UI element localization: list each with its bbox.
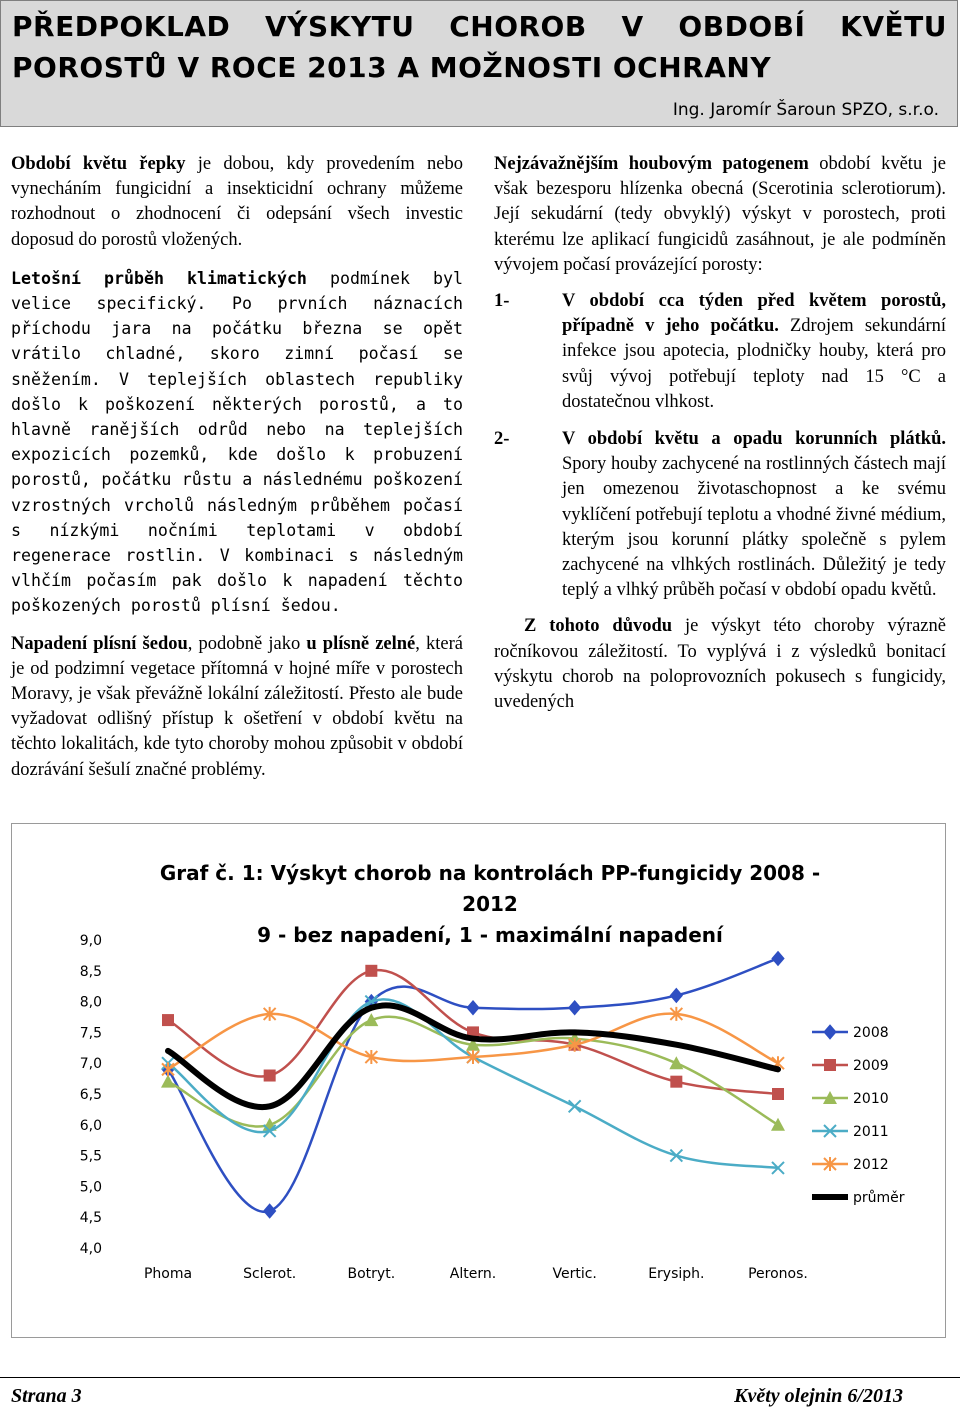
data-point-2009: [772, 1088, 784, 1100]
list-number: 1-: [494, 291, 510, 312]
x-tick-label: Sclerot.: [243, 1266, 297, 1282]
chart-title: Graf č. 1: Výskyt chorob na kontrolách PP-fungicidy 2008 - 2012: [159, 861, 821, 916]
data-point-2008: [670, 988, 682, 1002]
author-byline: Ing. Jaromír Šaroun SPZO, s.r.o.: [672, 100, 939, 120]
lead-bold: Nejzávažnějším houbovým patogenem: [494, 154, 809, 174]
list-item-bold: V období cca týden před květem porostů, případně v jeho počátku.: [562, 291, 946, 337]
legend-marker-2008: [824, 1025, 836, 1039]
paragraph-text: je výskyt této choroby výrazně ročníkovou záležitostí. To vyplývá i z výsledků bonitací výskytu chorob na poloprovozních pokusech s fungicidy, uvedených: [494, 616, 946, 713]
lead-bold: Letošní průběh klimatických: [11, 268, 307, 288]
page-footer: [0, 1377, 960, 1410]
x-tick-label: Altern.: [449, 1266, 497, 1282]
data-point-2009: [162, 1014, 174, 1026]
x-tick-label: Erysiph.: [648, 1266, 705, 1282]
x-tick-label: Peronos.: [748, 1266, 808, 1282]
y-tick-label: 8,0: [79, 994, 102, 1011]
article-title-line-2: POROSTŮ V ROCE 2013 A MOŽNOSTI OCHRANY: [12, 51, 772, 84]
y-tick-label: 4,5: [79, 1210, 102, 1227]
data-point-2011: [569, 1100, 581, 1112]
article-title-line-1: PŘEDPOKLAD VÝSKYTU CHOROB V OBDOBÍ KVĚTU: [12, 10, 947, 43]
data-point-2008: [467, 1001, 479, 1015]
paragraph-text: , podobně jako: [187, 633, 307, 654]
series-line-2008: [168, 958, 778, 1211]
legend-label: 2008: [853, 1025, 889, 1041]
y-tick-label: 5,5: [79, 1148, 102, 1165]
list-number: 2-: [494, 429, 510, 450]
chart-subtitle: 9 - bez napadení, 1 - maximální napadení: [257, 923, 723, 947]
y-tick-label: 9,0: [79, 933, 102, 949]
paragraph-text: , která je od podzimní vegetace přítomná v hojné míře v porostech Moravy, je však převážně lokální záležitostí. Přesto ale bude vyžadovat odlišný přístup k ošetření v období květu na těchto lokalitách, kde tyto choroby mohou způsobit v období dozrávání šešulí značné problémy.: [11, 633, 463, 780]
legend-label: 2012: [853, 1157, 889, 1173]
lead-bold: Z tohoto důvodu: [524, 616, 673, 637]
legend-label: 2009: [853, 1058, 889, 1074]
x-tick-label: Phoma: [143, 1266, 193, 1282]
y-tick-label: 6,0: [79, 1117, 102, 1134]
paragraph-text: podmínek byl velice specifický. Po prvních náznacích příchodu jara na počátku března se opět vrátilo chladné, skoro zimní počasí se sněžením. V teplejších oblastech republiky došlo k poškození některých porostů, a to hlavně ranějších odrůd nebo na teplejších expozicích pozemků, kde došlo k probuzení porostů, počátku růstu a následnému poškození vzrostných vrcholů následným průběhem počasí s nízkými nočními teplotami v období regenerace rostlin. V kombinaci s následným vlhčím počasím pak došlo k napadení těchto poškozených porostů plísní šedou.: [11, 268, 463, 616]
y-tick-label: 7,0: [79, 1056, 102, 1073]
data-point-2009: [264, 1070, 276, 1082]
legend-label: průměr: [853, 1190, 905, 1206]
list-item-bold: V období květu a opadu korunních plátků.: [562, 429, 946, 450]
paragraph-text: období květu je však bezesporu hlízenka obecná (Scerotinia sclerotiorum). Její sekudární (tedy obvyklý) výskyt v porostech, proti kterému lze aplikací fungicidů zasáhnout, je ale podmíněn vývojem počasí provázející porosty:: [494, 154, 946, 275]
legend-marker-2009: [824, 1059, 836, 1071]
data-point-2009: [670, 1076, 682, 1088]
y-tick-label: 7,5: [79, 1025, 102, 1042]
y-tick-label: 6,5: [79, 1087, 102, 1103]
list-item-text: Zdrojem sekundární infekce jsou apotecia, plodničky houby, která pro svůj vývoj potřebují teploty nad 15 °C a dostatečnou vlhkost.: [562, 316, 946, 412]
legend-label: 2010: [853, 1091, 889, 1107]
lead-bold: Napadení plísní šedou: [11, 633, 188, 654]
paragraph-text: je dobou, kdy provedením nebo vynecháním fungicidní a insekticidní ochrany můžeme rozhodnout o zhodnocení či odepsání všech investic doposud do porostů vložených.: [11, 154, 463, 250]
lead-bold: Období květu řepky: [11, 154, 186, 174]
x-tick-label: Botryt.: [347, 1266, 396, 1282]
y-tick-label: 4,0: [79, 1241, 102, 1257]
data-point-2008: [569, 1001, 581, 1015]
y-tick-label: 8,5: [79, 963, 102, 980]
data-point-2008: [264, 1204, 276, 1218]
inline-bold: u plísně zelné: [306, 633, 416, 654]
data-point-2009: [365, 965, 377, 977]
page-number: Strana 3: [11, 1385, 82, 1407]
data-point-2008: [772, 951, 784, 965]
list-item-text: Spory houby zachycené na rostlinných částech mají jen omezenou životaschopnost a ke svému vyklíčení potřebují teplotu a vhodné živné médium, kterým jsou korunní plátky společně s pylem zachycené na vlhkých rostlinách. Důležitý je tedy teplý a vlhký průběh počasí v období opadu květů.: [562, 454, 946, 601]
legend-label: 2011: [853, 1124, 889, 1140]
x-tick-label: Vertic.: [552, 1266, 597, 1282]
data-point-2010: [771, 1118, 785, 1131]
data-point-2010: [669, 1056, 683, 1069]
magazine-issue: Květy olejnin 6/2013: [734, 1385, 903, 1407]
y-tick-label: 5,0: [79, 1179, 102, 1196]
